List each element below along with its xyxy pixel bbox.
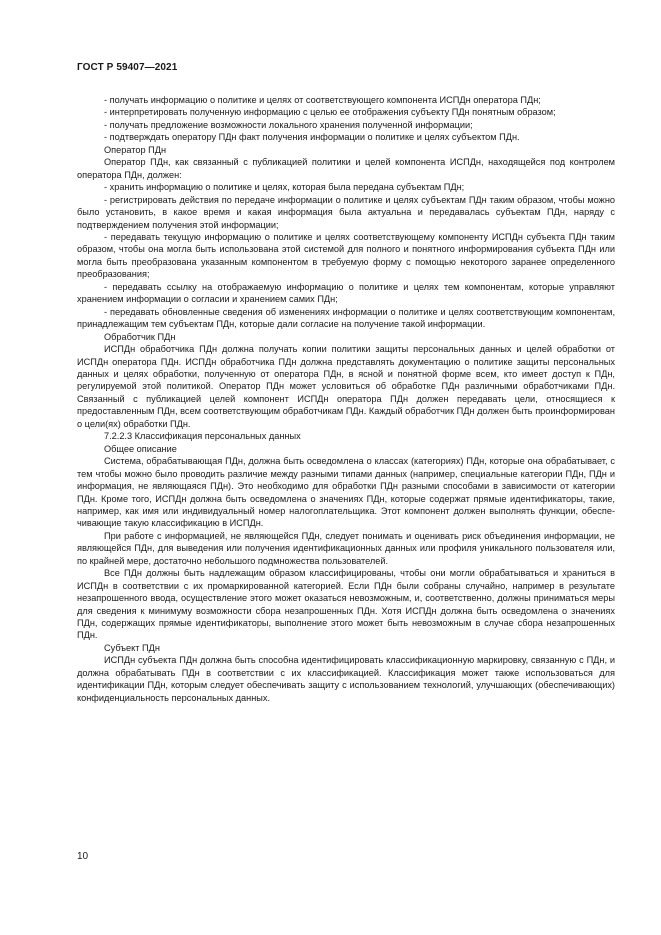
list-item: - передавать ссылку на отображаемую информацию о политике и целях тем компонентам, которые управляют хранением информации о согласии и хранением самих ПДн; — [77, 281, 615, 305]
document-header: ГОСТ Р 59407—2021 — [77, 62, 178, 73]
paragraph: Система, обрабатывающая ПДн, должна быть осведомлена о классах (категориях) ПДн, которые она обрабатывает, с тем чтобы можно было проводить различие между разными типами данных (например, специальные категории ПДн, ПДн и информация, не являющаяся ПДн). Это необходимо для обработки ПДн разными способами в зависимости от категории ПДн. Кроме того, ИСПДн должна быть осведомлена о значениях ПДн, которые содержат прямые идентификаторы, такие, например, как имя или индивидуальный номер налогоплательщика. Этот компонент должен выполнять функции, обеспечивающие такую классификацию в ИСПДн. — [77, 456, 615, 529]
list-item: - интерпретировать полученную информацию с целью ее отображения субъекту ПДн понятным образом; — [104, 107, 556, 118]
list-item: - передавать обновленные сведения об изменениях информации о политике и целях соответствующим компонентам, принадлежащим тем субъектам ПДн, которые дали согласие на получение такой информации. — [77, 306, 615, 330]
subsection-heading: Оператор ПДн — [104, 144, 167, 155]
paragraph: ИСПДн субъекта ПДн должна быть способна идентифицировать классификационную маркировку, связанную с ПДн, и должна обрабатывать ПДн в соответствии с их классификацией. Классификация может также использоваться для идентификации ПДн, которым следует обеспечивать защиту с использованием технологий, улучшающих (обеспечивающих) конфиденциальность персональных данных. — [77, 655, 615, 703]
list-item: - получать предложение возможности локального хранения полученной информации; — [104, 119, 473, 130]
paragraph: Оператор ПДн, как связанный с публикацией политики и целей компонента ИСПДн, находящейся под контролем оператора ПДн, должен: — [77, 157, 615, 180]
paragraph: ИСПДн обработчика ПДн должна получать копии политики защиты персональных данных и целей обработки от ИСПДн оператора ПДн. ИСПДн обработчика ПДн должна представлять документацию о политике защиты персональных данных и целях обработки, полученную от оператора ПДн, в ясной и понятной форме всем, кто имеет доступ к ПДн, регулируемой этой политикой. Оператор ПДн может условиться об обработке ПДн различными обработчиками ПДн. Связанный с публикацией целей компонент ИСПДн оператора ПДн должен передавать цели, относящиеся к предоставленным ПДн, всем соответствующим обработчикам ПДн. Каждый обработчик ПДн должен быть проинформирован о цели(ях) обработки ПДн. — [77, 344, 615, 429]
list-item: - регистрировать действия по передаче информации о политике и целях субъектам ПДн таким образом, чтобы можно было установить, в какое время и какая информация была актуальна и передавалась субъектам ПДн, наряду с подтверждением получения этой информации; — [77, 194, 615, 230]
subsection-heading: Обработчик ПДн — [104, 331, 176, 342]
paragraph: При работе с информацией, не являющейся ПДн, следует понимать и оценивать риск объединения информации, не являющейся ПДн, для выведения или получения идентификационных данных или профиля уникального пользователя или, по крайней мере, достаточно небольшого подмножества пользователей. — [77, 530, 615, 566]
list-item: - подтверждать оператору ПДн факт получения информации о политике и целях субъектом ПДн. — [104, 132, 520, 143]
list-item: - получать информацию о политике и целях от соответствующего компонента ИСПДн оператора ПДн; — [104, 95, 541, 105]
document-body — [77, 94, 615, 704]
list-item: - хранить информацию о политике и целях, которая была передана субъектам ПДн; — [104, 182, 465, 193]
paragraph: Все ПДн должны быть надлежащим образом классифицированы, чтобы они могли обрабатываться и храниться в ИСПДн в соответствии с их промаркированной категорией. Если ПДн были собраны случайно, например в результате незапрошенного ввода, осуществление этого может оказаться невозможным, и, соответственно, должны приниматься меры для сведения к минимуму возможности сбора незапрошенных ПДн. Хотя ИСПДн должна быть осведомлена о значениях ПДн, содержащих прямые идентификаторы, выполнение этого может быть невозможным в случае сбора незапрошенных ПДн. — [77, 568, 615, 641]
list-item: - передавать текущую информацию о политике и целях соответствующему компоненту ИСПДн субъекта ПДн таким образом, чтобы она могла быть использована этой системой для полного и понятного информирования субъекта ПДн или могла быть преобразована указанным компонентом в требуемую форму с помощью некоторого заранее определенного преобразования; — [77, 231, 615, 280]
section-heading: 7.2.2.3 Классификация персональных данных — [104, 431, 301, 442]
subsection-heading: Общее описание — [104, 443, 177, 454]
page-number: 10 — [77, 851, 89, 862]
subsection-heading: Субъект ПДн — [104, 642, 160, 653]
